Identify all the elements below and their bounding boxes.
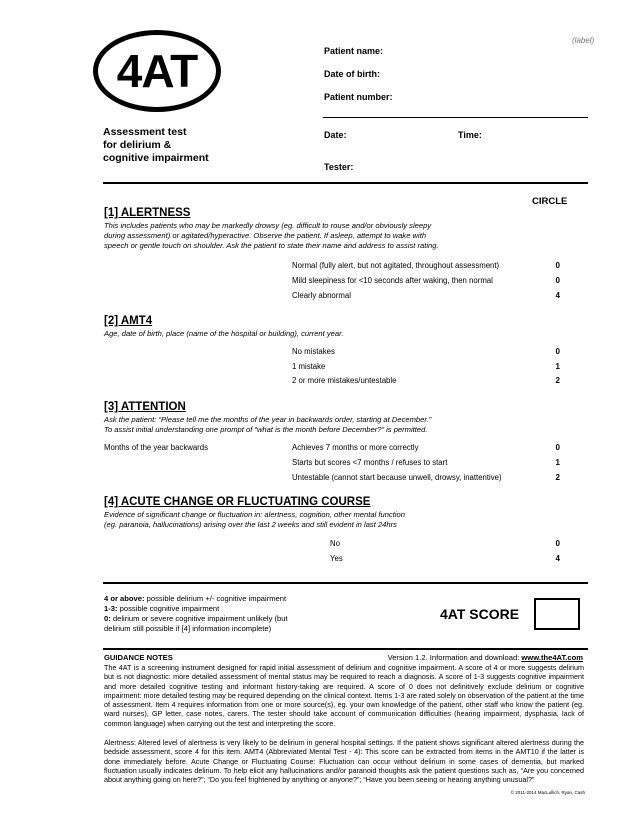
option-alert-normal: Normal (fully alert, but not agitated, throughout assessment) — [292, 261, 500, 270]
time-label: Time: — [458, 130, 482, 140]
section-4-title: [4] ACUTE CHANGE OR FLUCTUATING COURSE — [104, 496, 371, 508]
option-amt4-two-or-more: 2 or more mistakes/untestable — [292, 376, 397, 385]
score-attention-untestable[interactable]: 2 — [555, 473, 560, 482]
score-amt4-no-mistakes[interactable]: 0 — [555, 347, 560, 356]
option-attention-less-than-seven: Starts but scores <7 months / refuses to start — [292, 458, 448, 467]
corner-label: (label) — [572, 36, 595, 45]
score-amt4-two-or-more[interactable]: 2 — [555, 376, 560, 385]
sections-bottom-divider — [103, 582, 588, 584]
score-attention-seven-or-more[interactable]: 0 — [555, 443, 560, 452]
patient-number-label: Patient number: — [324, 92, 393, 102]
score-change-no[interactable]: 0 — [555, 539, 560, 548]
guidance-divider — [103, 648, 588, 650]
guidance-version: Version 1.2. Information and download: www.the4AT.com — [387, 653, 583, 662]
copyright: © 2011-2014 MacLullich, Ryan, Cash — [510, 790, 585, 795]
tester-label: Tester: — [324, 162, 354, 172]
score-interpretation: 4 or above: possible delirium +/- cognitive impairment 1-3: possible cognitive impairment 0: delirium or severe cognitive impairment unlikely (but delirium still possible if [4] information incomplete) — [104, 594, 288, 633]
guidance-paragraph-1: The 4AT is a screening instrument designed for rapid initial assessment of delirium and cognitive impairment. A score of 4 or more suggests delirium but is not diagnostic: more detailed assessment of mental status may be required to reach a diagnosis. A score of 1-3 suggests cognitive impairment and more detailed cognitive testing and informant history-taking are required. A score of 0 does not definitively exclude delirium or cognitive impairment: more detailed testing may be required depending on the clinical context. Items 1-3 are rated solely on observation of the patient at the time of assessment. Item 4 requires information from one or more source(s), eg. your own knowledge of the patient, other staff who know the patient (eg. ward nurses), GP letter, case notes, carers. The tester should take account of communication difficulties (hearing impairment, dysphasia, lack of common language) when carrying out the test and interpreting the score. — [104, 663, 584, 728]
score-change-yes[interactable]: 4 — [555, 554, 560, 563]
section-3-title: [3] ATTENTION — [104, 401, 186, 413]
guidance-title: GUIDANCE NOTES — [104, 653, 173, 662]
website-link[interactable]: www.the4AT.com — [521, 653, 583, 662]
score-alert-abnormal[interactable]: 4 — [555, 291, 560, 300]
score-alert-normal[interactable]: 0 — [555, 261, 560, 270]
patient-info-divider — [323, 117, 588, 118]
section-1-description: This includes patients who may be markedly drowsy (eg. difficult to rouse and/or obviously sleepy during assessment) or agitated/hyperactive. Observe the patient. If asleep, attempt to wake with speech or gentle touch on shoulder. Ask the patient to state their name and address to assist rating. — [104, 221, 439, 250]
section-4-description: Evidence of significant change or fluctuation in: alertness, cognition, other mental function (eg. paranoia, hallucinations) arising over the last 2 weeks and still evident in last 24hrs — [104, 510, 405, 529]
section-2-description: Age, date of birth, place (name of the hospital or building), current year. — [104, 329, 344, 338]
option-attention-seven-or-more: Achieves 7 months or more correctly — [292, 443, 419, 452]
date-label: Date: — [324, 130, 347, 140]
option-amt4-one-mistake: 1 mistake — [292, 362, 326, 371]
option-change-yes: Yes — [330, 554, 343, 563]
patient-name-label: Patient name: — [324, 46, 384, 56]
score-box[interactable] — [534, 598, 580, 630]
header-divider — [103, 182, 588, 184]
months-backwards-label: Months of the year backwards — [104, 443, 209, 452]
score-attention-less-than-seven[interactable]: 1 — [555, 458, 560, 467]
option-alert-abnormal: Clearly abnormal — [292, 291, 351, 300]
logo-text: 4AT — [116, 45, 198, 97]
guidance-paragraph-2: Alertness: Altered level of alertness is very likely to be delirium in general hospital settings. If the patient shows significant altered alertness during the bedside assessment, score 4 for this item. AMT4 (Abbreviated Mental Test - 4): This score can be extracted from items in the AMT10 if the latter is done immediately before. Acute Change or Fluctuating Course: Fluctuation can occur without delirium in some cases of dementia, but marked fluctuation usually indicates delirium. To help elicit any hallucinations and/or paranoid thoughts ask the patient questions such as, “Are you concerned about anything going on here?”; “Do you feel frightened by anything or anyone?”; “Have you been seeing or hearing anything unusual?” — [104, 738, 584, 785]
date-of-birth-label: Date of birth: — [324, 69, 380, 79]
option-attention-untestable: Untestable (cannot start because unwell, drowsy, inattentive) — [292, 473, 502, 482]
score-amt4-one-mistake[interactable]: 1 — [555, 362, 560, 371]
circle-header: CIRCLE — [532, 196, 568, 207]
score-label: 4AT SCORE — [440, 606, 520, 622]
option-change-no: No — [330, 539, 340, 548]
option-alert-mild: Mild sleepiness for <10 seconds after waking, then normal — [292, 276, 493, 285]
form-subtitle: Assessment test for delirium & cognitive impairment — [103, 126, 209, 164]
section-3-description: Ask the patient: “Please tell me the months of the year in backwards order, starting at December.” To assist initial understanding one prompt of “what is the month before December?” is permitted. — [104, 415, 432, 434]
option-amt4-no-mistakes: No mistakes — [292, 347, 335, 356]
section-1-title: [1] ALERTNESS — [104, 207, 191, 219]
section-2-title: [2] AMT4 — [104, 315, 153, 327]
score-alert-mild[interactable]: 0 — [555, 276, 560, 285]
logo — [93, 30, 221, 112]
